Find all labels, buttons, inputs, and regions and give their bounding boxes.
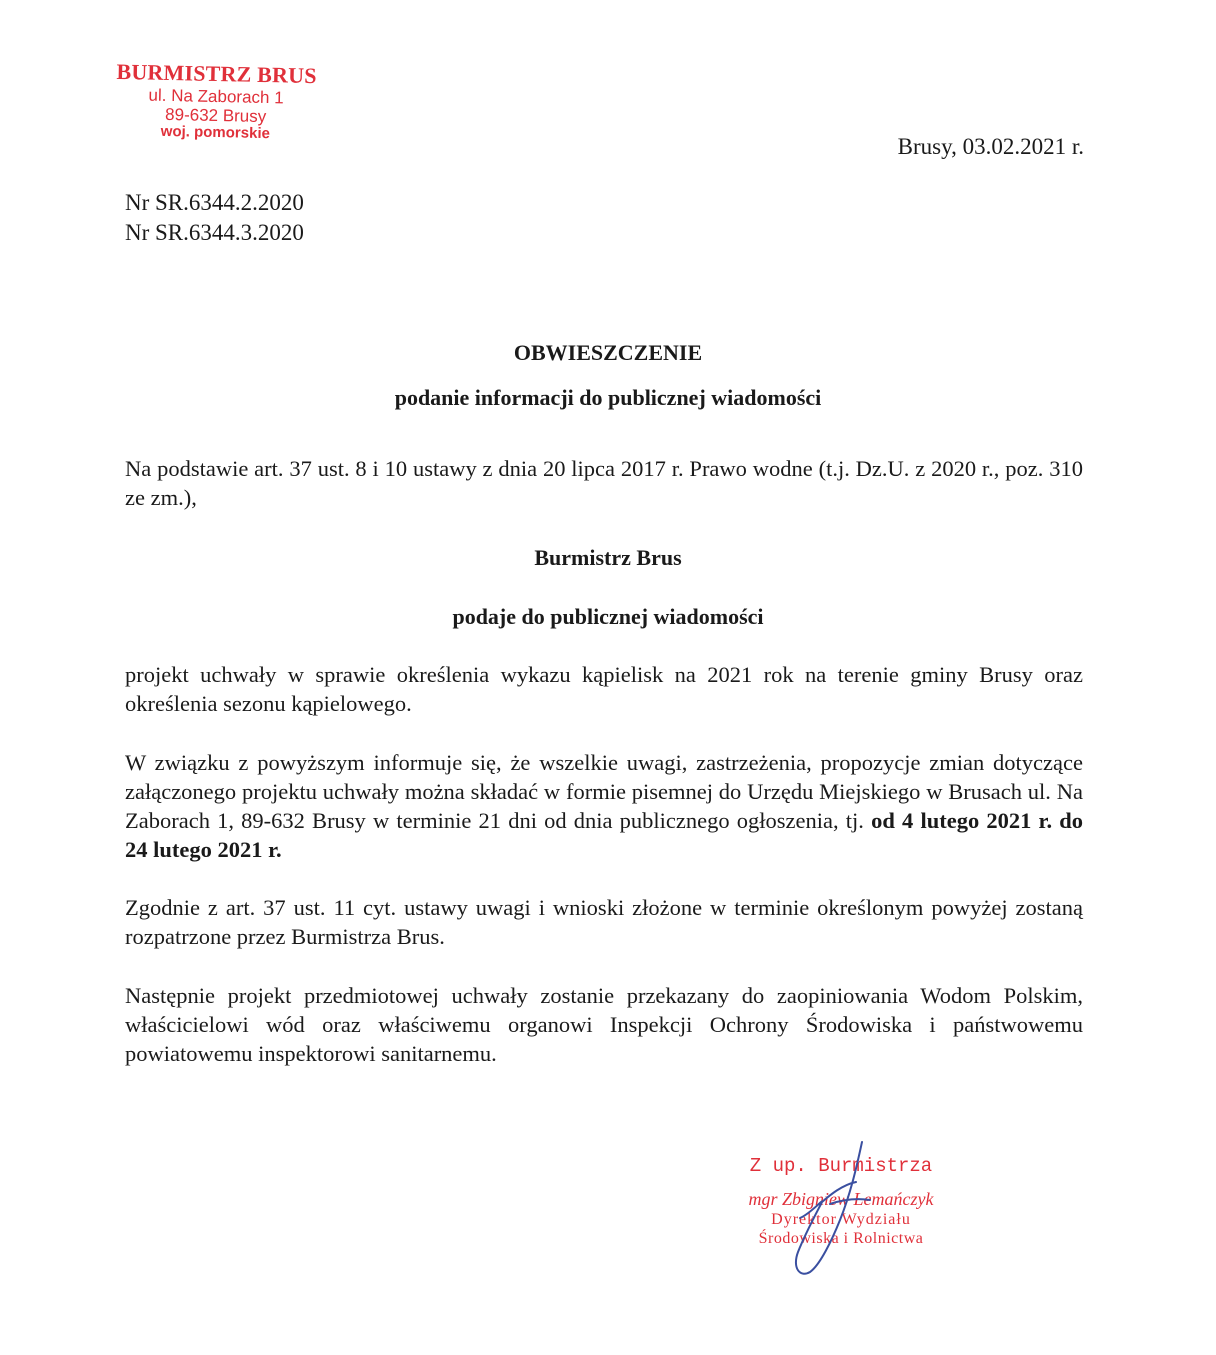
legal-basis-paragraph: Na podstawie art. 37 ust. 8 i 10 ustawy z dnia 20 lipca 2017 r. Prawo wodne (t.j. Dz.U. z 2020 r., poz. 310 ze zm.), [125, 456, 1083, 510]
sig-stamp-department: Środowiska i Rolnictwa [758, 1229, 924, 1247]
deadline-dates: od 4 lutego 2021 r. do 24 lutego 2021 r. [125, 808, 1083, 862]
sig-stamp-name: mgr Zbigniew Lemańczyk [748, 1189, 934, 1210]
stamp-street: ul. Na Zaborach 1 [148, 85, 284, 108]
stamp-postal: 89-632 Brusy [164, 104, 267, 126]
document-title: OBWIESZCZENIE [513, 340, 703, 365]
document-date: Brusy, 03.02.2021 r. [897, 134, 1084, 159]
reference-number: Nr SR.6344.2.2020 [125, 190, 304, 215]
document-subtitle: podanie informacji do publicznej wiadomości [394, 385, 822, 410]
remarks-paragraph [125, 748, 1083, 864]
sig-stamp-position: Dyrektor Wydziału [771, 1210, 911, 1228]
project-paragraph: projekt uchwały w sprawie określenia wykazu kąpielisk na 2021 rok na terenie gminy Brusy oraz określenia sezonu kąpielowego. [125, 662, 1083, 716]
stamp-region: woj. pomorskie [160, 122, 271, 142]
office-stamp [99, 60, 333, 144]
forwarding-paragraph: Następnie projekt przedmiotowej uchwały zostanie przekazany do zaopiniowania Wodom Polskim, właścicielowi wód oraz właściwemu organowi Inspekcji Ochrony Środowiska i państwowemu powiatowemu inspektorowi sanitarnemu. [125, 983, 1083, 1066]
remarks-text: W związku z powyższym informuje się, że wszelkie uwagi, zastrzeżenia, propozycje zmian dotyczące załączonego projektu uchwały można składać w formie pisemnej do Urzędu Miejskiego w Brusach ul. Na Zaborach 1, 89-632 Brusy w terminie 21 dni od dnia publicznego ogłoszenia, tj. [125, 750, 1083, 833]
review-paragraph: Zgodnie z art. 37 ust. 11 cyt. ustawy uwagi i wnioski złożone w terminie określonym powyżej zostaną rozpatrzone przez Burmistrza Brus. [125, 895, 1083, 949]
signature-stamp [706, 1155, 976, 1248]
issuer-heading: Burmistrz Brus [534, 545, 682, 570]
announcement-heading: podaje do publicznej wiadomości [452, 604, 764, 629]
reference-numbers [125, 188, 304, 248]
sig-stamp-authority: Z up. Burmistrza [749, 1155, 933, 1177]
reference-number: Nr SR.6344.3.2020 [125, 220, 304, 245]
stamp-office-name: BURMISTRZ BRUS [116, 58, 317, 89]
